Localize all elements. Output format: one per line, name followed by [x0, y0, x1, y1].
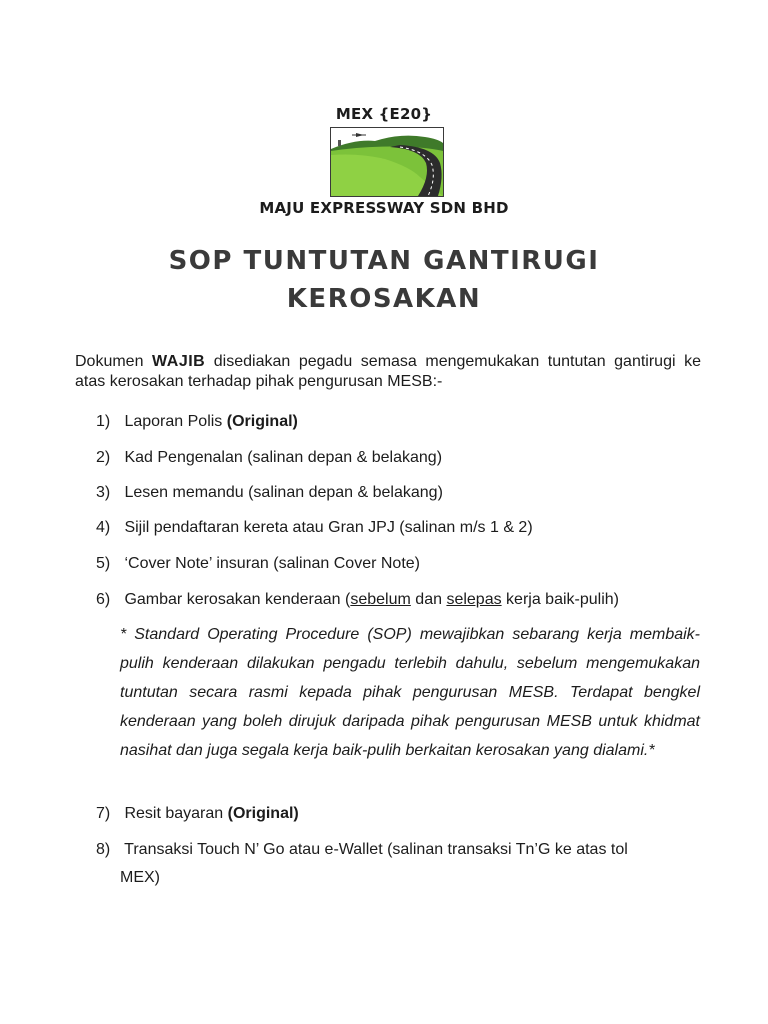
list-text-a: Gambar kerosakan kenderaan ( — [124, 591, 351, 608]
list-number: 2) — [96, 449, 111, 466]
list-number: 8) — [96, 841, 111, 858]
list-item — [96, 586, 701, 614]
list-item — [96, 800, 701, 828]
list-number: 3) — [96, 484, 111, 501]
underlined-after: selepas — [446, 591, 502, 608]
list-text: Transaksi Touch N’ Go atau e-Wallet (salinan transaksi Tn’G ke atas tol — [124, 841, 628, 858]
list-number: 4) — [96, 519, 111, 536]
list-text: ‘Cover Note’ insuran (salinan Cover Note) — [124, 555, 420, 572]
intro-paragraph — [75, 352, 701, 392]
list-text: Lesen memandu (salinan depan & belakang) — [124, 484, 443, 501]
underlined-before: sebelum — [350, 591, 411, 608]
list-number: 6) — [96, 591, 111, 608]
list-text: Laporan Polis — [124, 413, 227, 430]
list-bold: (Original) — [226, 413, 298, 430]
list-number: 5) — [96, 555, 111, 572]
list-item — [96, 514, 701, 542]
sop-note: * Standard Operating Procedure (SOP) mewajibkan sebarang kerja membaik-pulih kenderaan dilakukan pengadu terlebih dahulu, sebelum mengemukakan tuntutan secara rasmi kepada pihak pengurusan MESB. Terdapat bengkel kenderaan yang boleh dirujuk daripada pihak pengurusan MESB untuk khidmat nasihat dan juga segala kerja baik-pulih berkaitan kerosakan yang dialami.* — [120, 626, 700, 759]
company-name: MAJU EXPRESSWAY SDN BHD — [259, 199, 509, 217]
list-number: 1) — [96, 413, 111, 430]
list-item — [96, 479, 701, 507]
list-item — [96, 408, 701, 436]
intro-before: Dokumen — [75, 353, 144, 370]
list-bold: (Original) — [227, 805, 299, 822]
list-text: Resit bayaran — [124, 805, 228, 822]
highway-code: MEX {E20} — [335, 105, 433, 123]
list-text-b: dan — [410, 591, 447, 608]
list-text: Kad Pengenalan (salinan depan & belakang) — [124, 449, 443, 466]
intro-after: disediakan pegadu semasa mengemukakan tuntutan gantirugi ke atas kerosakan terhadap pihak pengurusan MESB:- — [75, 353, 701, 390]
title-line-1: SOP TUNTUTAN GANTIRUGI — [168, 246, 600, 276]
title-line-2: KEROSAKAN — [286, 284, 482, 314]
list-item — [96, 836, 701, 892]
list-text-continued: MEX) — [120, 869, 160, 886]
intro-bold: WAJIB — [152, 353, 206, 370]
list-item — [96, 550, 701, 578]
page-title — [0, 242, 768, 318]
list-text-c: kerja baik-pulih) — [501, 591, 619, 608]
expressway-logo-icon — [330, 127, 444, 197]
list-number: 7) — [96, 805, 111, 822]
list-text: Sijil pendaftaran kereta atau Gran JPJ (salinan m/s 1 & 2) — [124, 519, 533, 536]
list-item — [96, 444, 701, 472]
